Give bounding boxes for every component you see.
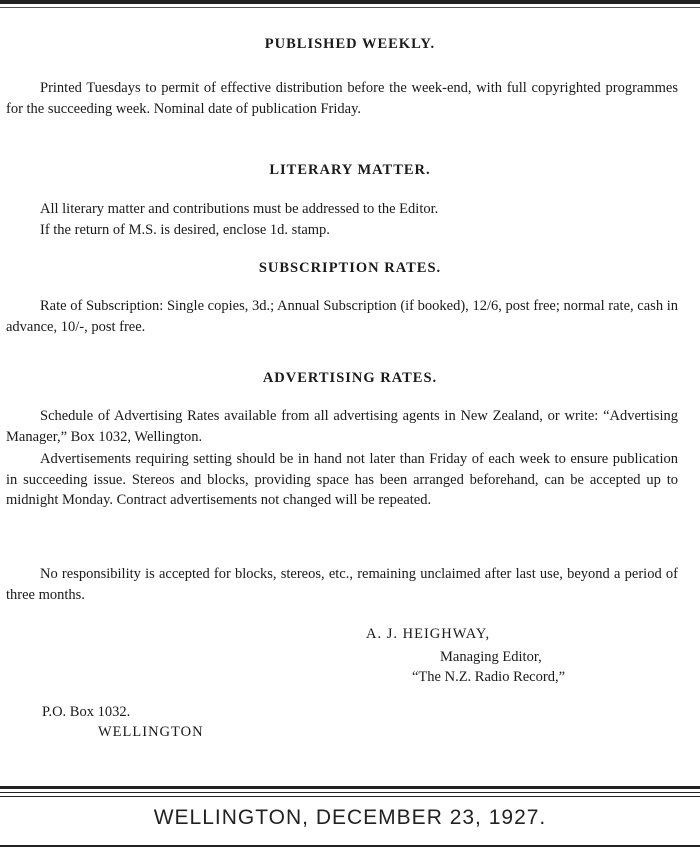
footer-rule [0,845,700,847]
signature-publication: “The N.Z. Radio Record,” [412,669,566,685]
published-weekly-heading: PUBLISHED WEEKLY. [264,36,436,52]
published-weekly-text: Printed Tuesdays to permit of effective distribution before the week-end, with full copyrighted programmes for the succeeding week. Nominal date of publication Friday. [6,80,678,117]
subscription-rates-heading: SUBSCRIPTION RATES. [258,260,442,276]
bottom-rule-thin-2 [0,796,700,797]
signature-title: Managing Editor, [440,649,542,665]
signature-name: A. J. HEIGHWAY, [366,626,491,642]
literary-matter-heading: LITERARY MATTER. [269,162,431,178]
bottom-rule-thin-1 [0,792,700,793]
responsibility-text: No responsibility is accepted for blocks, stereos, etc., remaining unclaimed after last use, beyond a period of three months. [6,566,678,603]
address-city: WELLINGTON [98,724,204,740]
literary-matter-line-1: All literary matter and contributions must be addressed to the Editor. [40,201,439,217]
bottom-rule-thick [0,786,700,789]
dateline: WELLINGTON, DECEMBER 23, 1927. [153,806,547,829]
advertisement-setting-text: Advertisements requiring setting should be in hand not later than Friday of each week to ensure publication in succeeding issue. Stereos and blocks, providing space has been arranged beforehand, can be accepted up to midnight Monday. Contract advertisements not changed will be repeated. [6,451,678,508]
advertising-rates-heading: ADVERTISING RATES. [262,370,438,386]
address-po-box: P.O. Box 1032. [42,704,131,720]
top-rule [0,0,700,4]
top-rule-thin [0,7,700,8]
advertising-schedule-text: Schedule of Advertising Rates available from all advertising agents in New Zealand, or write: “Advertising Manager,” Box 1032, Wellington. [6,408,678,445]
literary-matter-line-2: If the return of M.S. is desired, enclose 1d. stamp. [40,222,330,238]
subscription-rates-text: Rate of Subscription: Single copies, 3d.; Annual Subscription (if booked), 12/6, post free; normal rate, cash in advance, 10/-, post free. [6,298,678,335]
